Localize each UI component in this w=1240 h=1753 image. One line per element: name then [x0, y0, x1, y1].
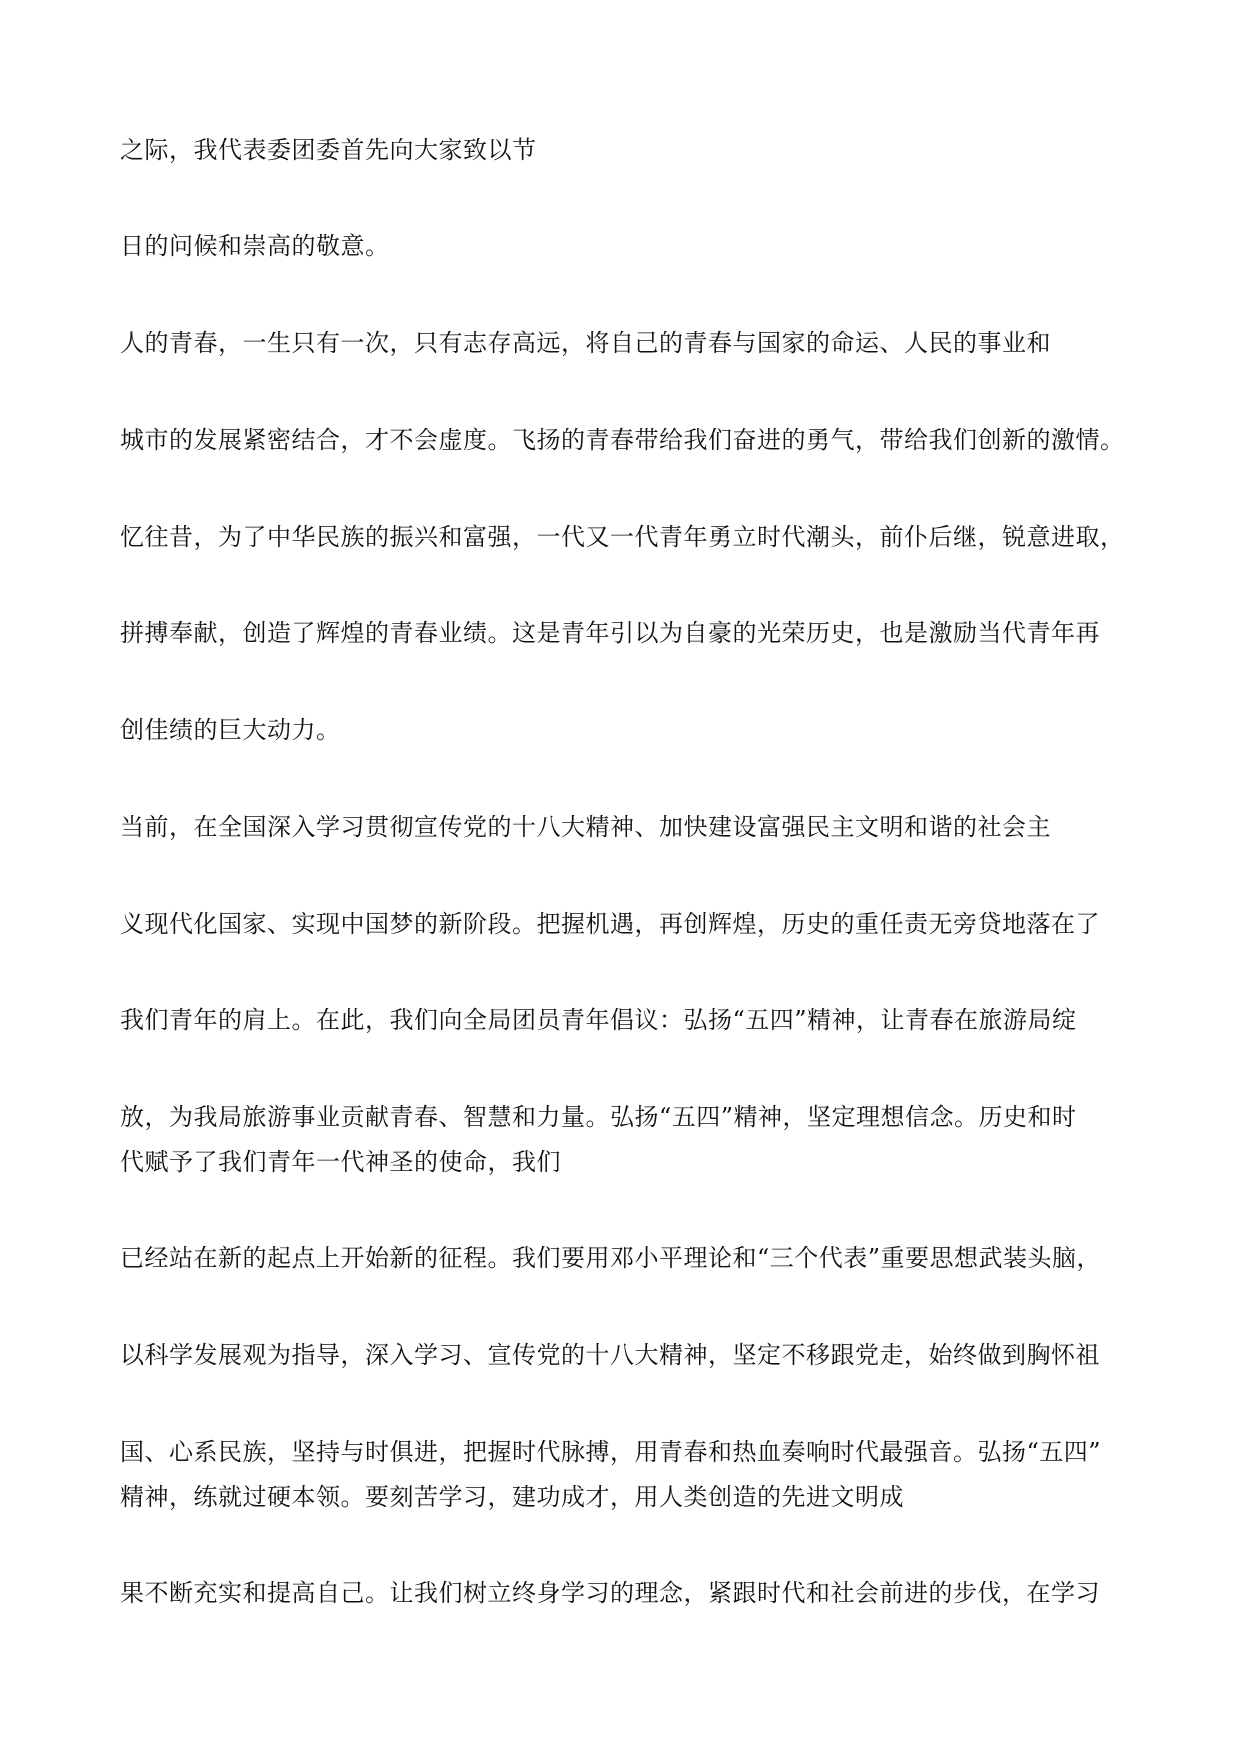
text-line: 我们青年的肩上。在此，我们向全局团员青年倡议：弘扬“五四”精神，让青春在旅游局绽 [120, 1006, 1077, 1034]
text-line: 国、心系民族，坚持与时俱进，把握时代脉搏，用青春和热血奏响时代最强音。弘扬“五四” [120, 1438, 1102, 1466]
text-line: 以科学发展观为指导，深入学习、宣传党的十八大精神，坚定不移跟党走，始终做到胸怀祖 [120, 1341, 1100, 1369]
text-line: 拼搏奉献，创造了辉煌的青春业绩。这是青年引以为自豪的光荣历史，也是激励当代青年再 [120, 619, 1100, 647]
text-line: 已经站在新的起点上开始新的征程。我们要用邓小平理论和“三个代表”重要思想武装头脑， [120, 1244, 1102, 1272]
text-line: 创佳绩的巨大动力。 [120, 716, 341, 744]
text-line: 日的问候和崇高的敬意。 [120, 232, 390, 260]
text-line: 精神，练就过硬本领。要刻苦学习，建功成才，用人类创造的先进文明成 [120, 1483, 904, 1511]
text-line: 果不断充实和提高自己。让我们树立终身学习的理念，紧跟时代和社会前进的步伐，在学习 [120, 1579, 1100, 1607]
text-line: 代赋予了我们青年一代神圣的使命，我们 [120, 1148, 561, 1176]
text-line: 忆往昔，为了中华民族的振兴和富强，一代又一代青年勇立时代潮头，前仆后继，锐意进取， [120, 523, 1125, 551]
text-line: 城市的发展紧密结合，才不会虚度。飞扬的青春带给我们奋进的勇气，带给我们创新的激情。 [120, 426, 1125, 454]
text-line: 人的青春，一生只有一次，只有志存高远，将自己的青春与国家的命运、人民的事业和 [120, 329, 1051, 357]
text-line: 义现代化国家、实现中国梦的新阶段。把握机遇，再创辉煌，历史的重任责无旁贷地落在了 [120, 910, 1100, 938]
text-line: 当前，在全国深入学习贯彻宣传党的十八大精神、加快建设富强民主文明和谐的社会主 [120, 813, 1051, 841]
text-line: 之际，我代表委团委首先向大家致以节 [120, 136, 537, 164]
text-line: 放，为我局旅游事业贡献青春、智慧和力量。弘扬“五四”精神，坚定理想信念。历史和时 [120, 1103, 1077, 1131]
